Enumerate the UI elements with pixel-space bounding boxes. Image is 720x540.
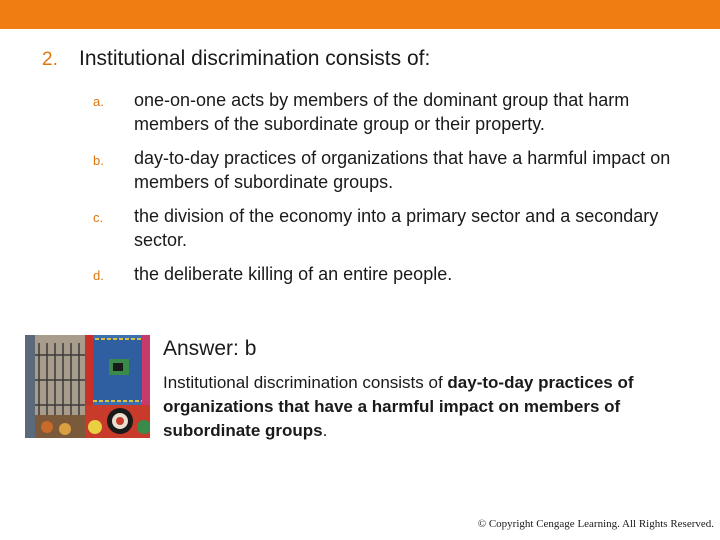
header-bar: [0, 0, 720, 29]
option-d-text: the deliberate killing of an entire people.: [134, 264, 453, 284]
option-d-letter: d.: [93, 268, 104, 283]
option-b-letter: b.: [93, 153, 104, 168]
mural-image: [25, 335, 150, 438]
answer-explanation: [163, 371, 698, 443]
explanation-suffix: .: [322, 421, 328, 440]
option-b-text: day-to-day practices of organizations that have a harmful impact on members of subordinate groups.: [134, 148, 671, 192]
explanation-bold: day-to-day practices of organizations that have a harmful impact on members of subordinate groups: [163, 373, 634, 440]
question-number: 2.: [42, 49, 58, 70]
option-c-text: the division of the economy into a primary sector and a secondary sector.: [134, 206, 659, 250]
option-a-letter: a.: [93, 94, 104, 109]
option-a-text: one-on-one acts by members of the dominant group that harm members of the subordinate group or their property.: [134, 90, 630, 134]
option-c-letter: c.: [93, 210, 104, 225]
mural-photo: [25, 335, 150, 438]
explanation-prefix: Institutional discrimination consists of: [163, 373, 448, 392]
answer-label: Answer: b: [163, 337, 257, 360]
copyright-notice: © Copyright Cengage Learning. All Rights Reserved.: [477, 518, 714, 530]
question-text: Institutional discrimination consists of:: [79, 47, 431, 70]
